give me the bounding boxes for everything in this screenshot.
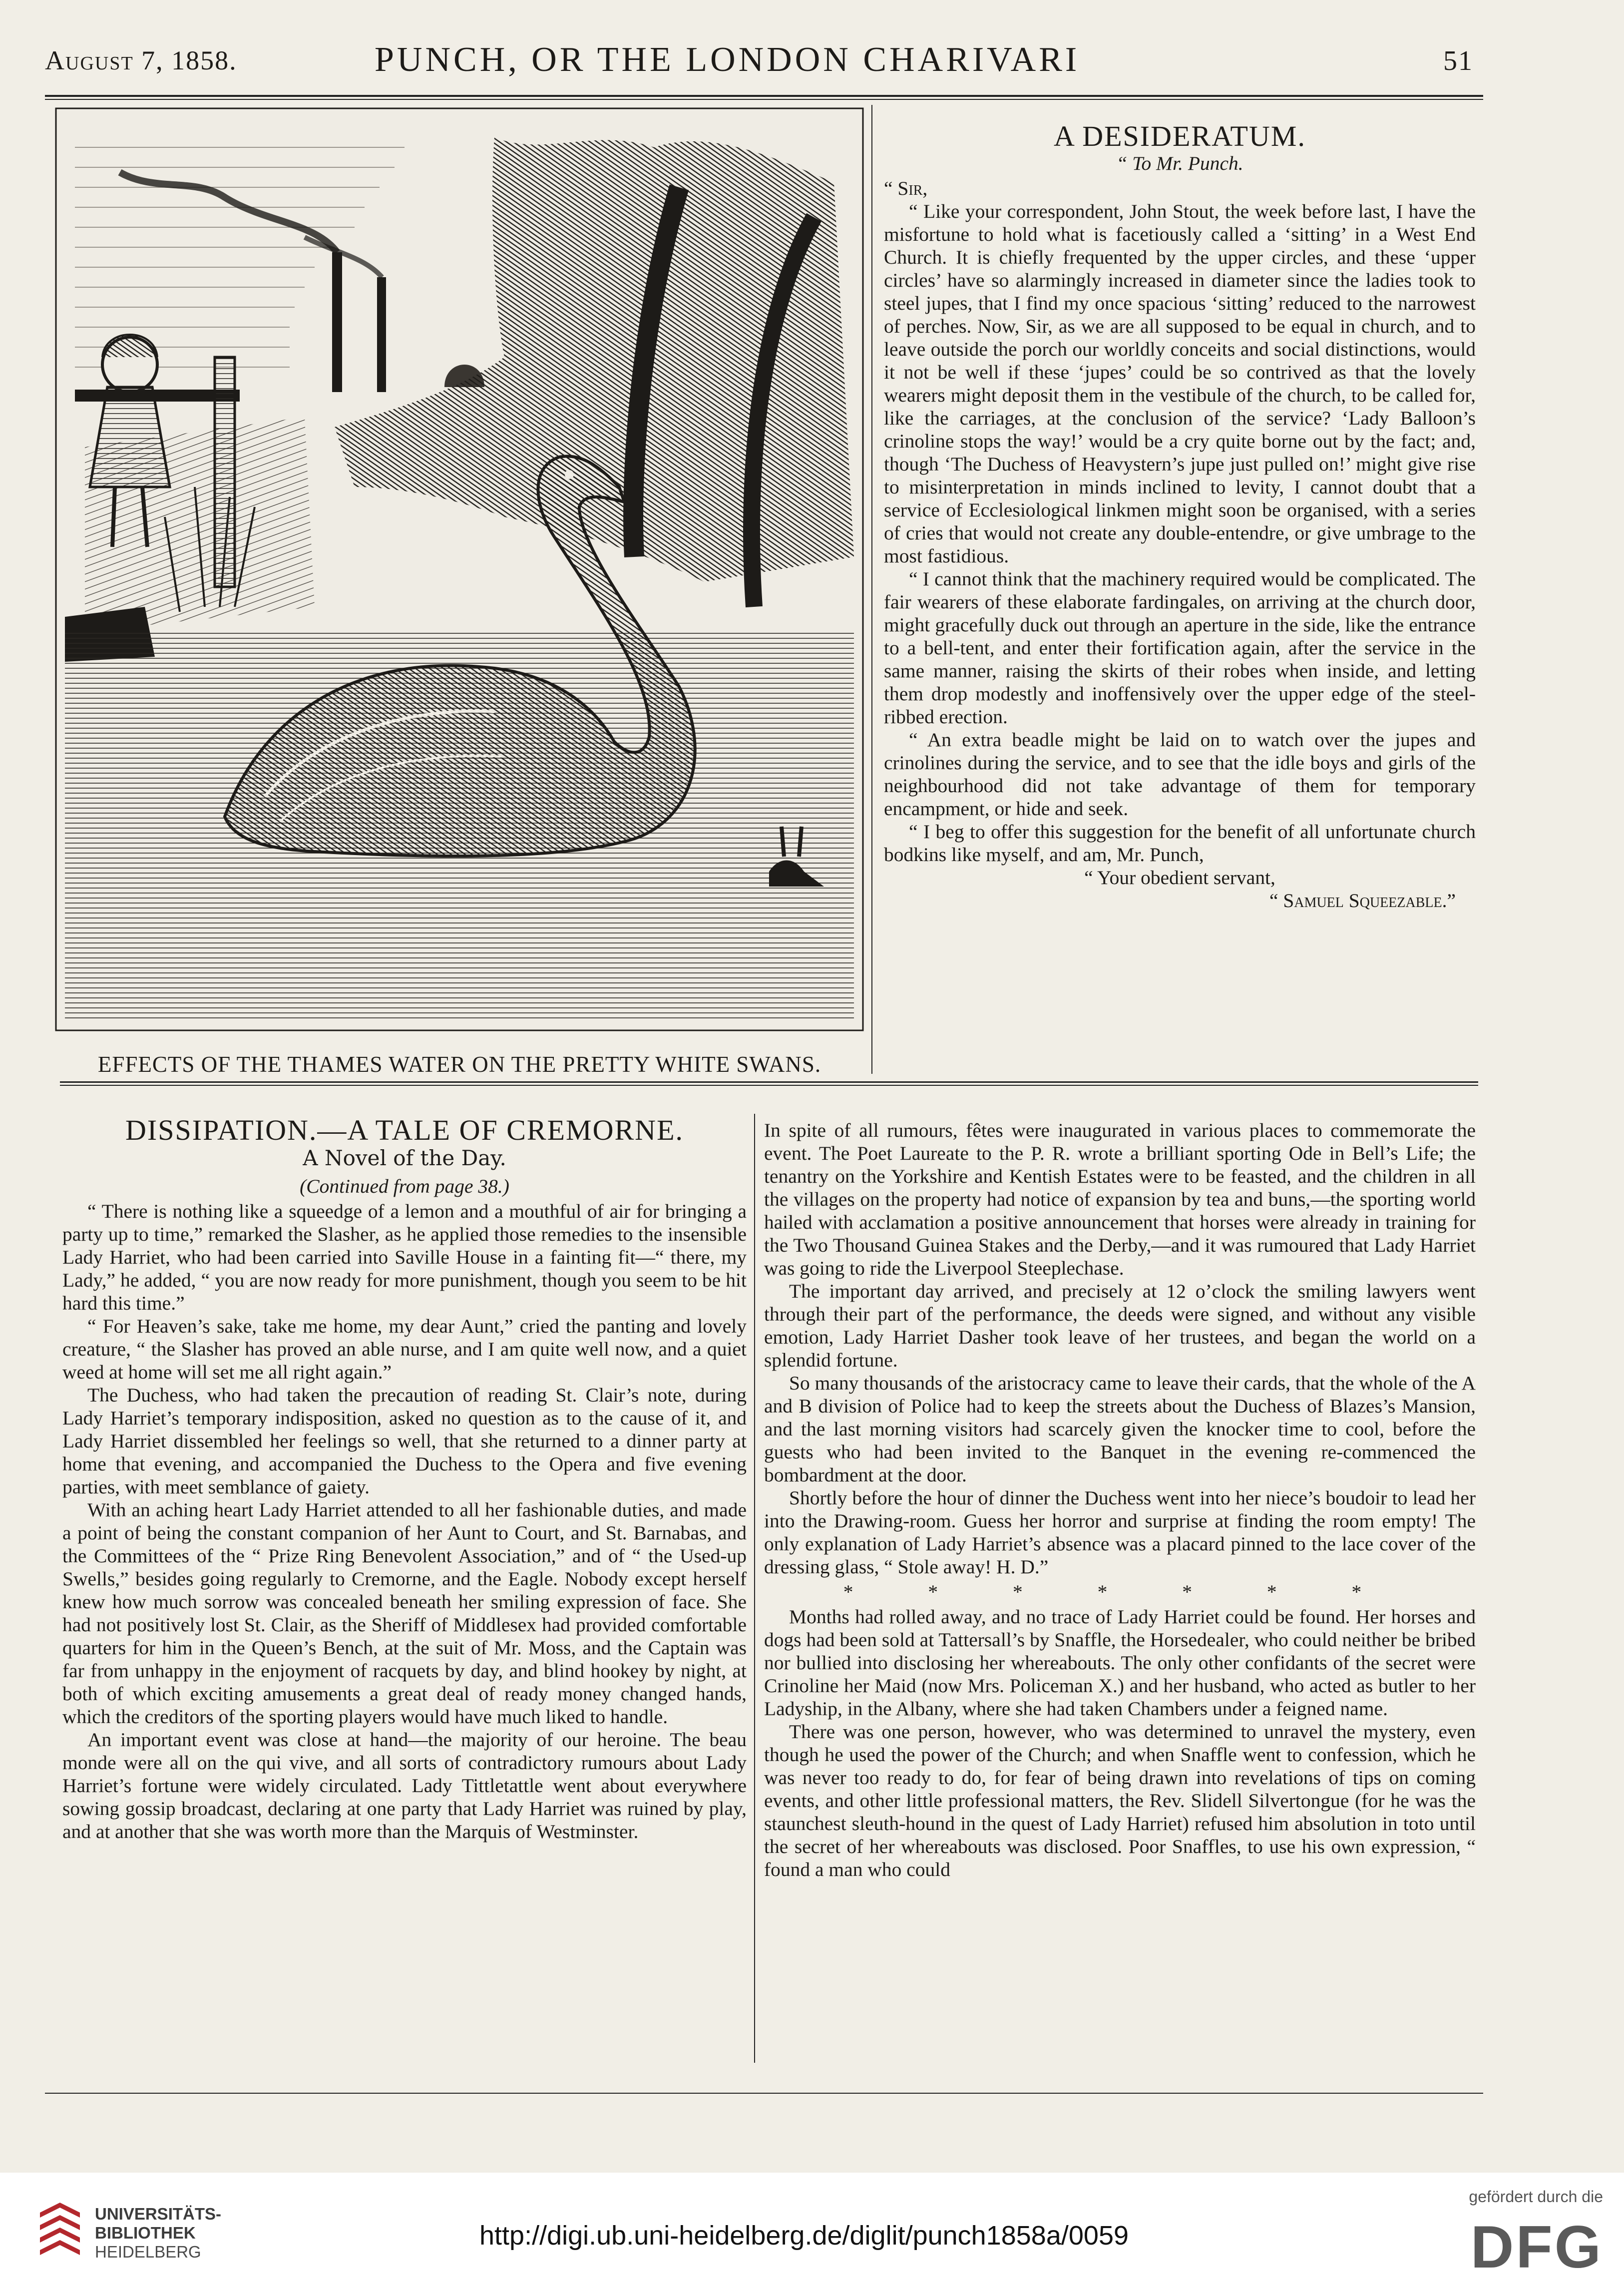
desideratum-paragraph: “ I beg to offer this suggestion for the benefit of all unfortunate church bodkins like myself, and am, Mr. Punch, <box>884 821 1476 866</box>
section-stars: * * * * * * * <box>843 1581 1397 1603</box>
dissipation-paragraph: Shortly before the hour of dinner the Duchess went into her niece’s boudoir to lead her into the Drawing-room. Guess her horror and surprise at finding the room empty! The only explanation of Lady Harriet’s absence was a placard pinned to the lace cover of the dressing glass, “ Stole away! H. D.” <box>764 1487 1476 1578</box>
dissipation-paragraph: Months had rolled away, and no trace of Lady Harriet could be found. Her horses and dogs had been sold at Tattersall’s by Snaffle, the Horsedealer, who could neither be bribed nor bullied into disclosing her whereabouts. The only other confidants of the secret were Crinoline her Maid (now Mrs. Policeman X.) and her husband, who acted as butler to her Ladyship, in the Albany, where she had taken Chambers under a feigned name. <box>764 1606 1476 1720</box>
desideratum-paragraph: “ Like your correspondent, John Stout, the week before last, I have the misfortune to hold what is facetiously called a ‘sitting’ in a West End Church. It is chiefly frequented by the upper circles, and these ‘upper circles’ have so alarmingly increased in diameter since the ladies took to steel jupes, that I find my once spacious ‘sitting’ reduced to the narrowest of perches. Now, Sir, as we are all supposed to be equal in church, and to leave outside the porch our worldly conceits and social distinctions, would it not be well if these ‘jupes’ could be so contrived as that the lovely wearers might deposit them in the vestibule of the church, to be called for, like the carriages, at the conclusion of the service? ‘Lady Balloon’s crinoline stops the way!’ would be a cry quite borne out by the fact; and, though ‘The Duchess of Heavystern’s jupe just pulled on!’ might give rise to misinterpretation in minds inclined to levity, I cannot doubt that a service of Ecclesiological linkmen might soon be organised, with a series of cries that would not create any double-entendre, or give umbrage to the most fastidious. <box>884 200 1476 567</box>
page-number: 51 <box>1443 45 1473 76</box>
dfg-logo[interactable] <box>1433 2188 1603 2281</box>
footer-bar <box>0 2173 1624 2290</box>
funder-note: gefördert durch die <box>1469 2188 1603 2206</box>
dissipation-paragraph: The Duchess, who had taken the precaution of reading St. Clair’s note, during Lady Harriet’s temporary indisposition, asked no question as to the cause of it, and Lady Harriet dissembled her feelings so well, that she returned to a dinner party at home that evening, and accompanied the Duchess to the Opera and five evening parties, with meet semblance of gaiety. <box>62 1384 747 1498</box>
swan-illustration <box>55 107 864 1031</box>
dissipation-title: DISSIPATION.—A TALE OF CREMORNE. <box>125 1114 684 1146</box>
dissipation-paragraph: “ For Heaven’s sake, take me home, my dear Aunt,” cried the panting and lovely creature, “ the Slasher has proved an able nurse, and I am quite well now, and a quiet weed at home will set me all right again.” <box>62 1315 747 1383</box>
dissipation-continued: (Continued from page 38.) <box>300 1175 509 1197</box>
desideratum-paragraph: “ An extra beadle might be laid on to watch over the jupes and crinolines during the service, and to see that the idle boys and girls of the neighbourhood did not take advantage of them for temporary encampment, or hide and seek. <box>884 729 1476 820</box>
dissipation-subtitle: A Novel of the Day. <box>303 1146 506 1170</box>
column-rule-bottom <box>754 1114 755 2063</box>
dissipation-paragraph: So many thousands of the aristocracy came to leave their cards, that the whole of the A and B division of Police had to keep the streets about the Duchess of Blazes’s Mansion, and the last morning visitors had scarcely given the knocker time to cool, before the guests who had been invited to the Banquet in the evening re-commenced the bombardment at the door. <box>764 1372 1476 1486</box>
library-line: UNIVERSITÄTS- <box>95 2205 222 2223</box>
library-name <box>95 2205 221 2262</box>
desideratum-title: A DESIDERATUM. <box>1054 120 1306 152</box>
library-logo-icon <box>35 2203 85 2258</box>
dissipation-paragraph: There was one person, however, who was determined to unravel the mystery, even though he used the power of the Church; and when Snaffle went to confession, which he was never too ready to do, for fear of being drawn into revelations of tips on coming events, and other little professional matters, the Rev. Slidell Silvertongue (for he was the staunchest sleuth-hound in the quest of Lady Harriet) refused him absolution in toto until the secret of her whereabouts was disclosed. Poor Snaffles, to use his own expression, “ found a man who could <box>764 1721 1476 1880</box>
section-rule <box>60 1081 1478 1083</box>
section-rule-thin <box>60 1085 1478 1086</box>
header-rule <box>45 95 1483 97</box>
university-library-logo[interactable] <box>35 2198 235 2268</box>
dissipation-left-column <box>62 1114 747 1843</box>
dissipation-paragraph: “ There is nothing like a squeedge of a lemon and a mouthful of air for bringing a party up to time,” remarked the Slasher, as he applied those remedies to the insensible Lady Harriet, who had been carried into Saville House in a fainting fit—“ there, my Lady,” he added, “ you are now ready for more punishment, though you seem to be hit hard this time.” <box>62 1200 747 1314</box>
desideratum-article <box>884 120 1476 912</box>
funder-name: DFG <box>1470 2214 1603 2281</box>
illustration-caption: EFFECTS OF THE THAMES WATER ON THE PRETTY WHITE SWANS. <box>97 1052 821 1077</box>
library-line: HEIDELBERG <box>95 2243 201 2261</box>
desideratum-signature: “ Samuel Squeezable.” <box>1269 890 1456 912</box>
header-rule-thin <box>45 99 1483 100</box>
desideratum-salutation: “ Sir, <box>884 177 928 199</box>
desideratum-paragraph: “ I cannot think that the machinery required would be complicated. The fair wearers of these elaborate fardingales, on arriving at the church door, might gracefully duck out through an aperture in the side, like the entrance to a bell-tent, and enter their fortification again, after the service in the same manner, raising the skirts of their robes when inside, and letting them drop modestly and inoffensively over the upper edge of the steel-ribbed erection. <box>884 568 1476 728</box>
dissipation-paragraph: The important day arrived, and precisely at 12 o’clock the smiling lawyers went through their part of the performance, the deeds were signed, and without any visible emotion, Lady Harriet Dasher took leave of her trustees, and began the world on a splendid fortune. <box>764 1280 1476 1371</box>
desideratum-closing: “ Your obedient servant, <box>1084 867 1275 889</box>
column-rule-top <box>871 105 872 1074</box>
header-title: PUNCH, OR THE LONDON CHARIVARI <box>375 40 1080 79</box>
dissipation-paragraph: An important event was close at hand—the majority of our heroine. The beau monde were all on the qui vive, and all sorts of contradictory rumours about Lady Harriet’s fortune were widely circulated. Lady Tittletattle went about everywhere sowing gossip broadcast, declaring at one party that Lady Harriet was ruined by play, and at another that she was worth more than the Marquis of Westminster. <box>62 1729 747 1842</box>
desideratum-to: “ To Mr. Punch. <box>1116 152 1243 174</box>
source-url-link[interactable]: http://digi.ub.uni-heidelberg.de/diglit/punch1858a/0059 <box>479 2221 1129 2251</box>
library-line: BIBLIOTHEK <box>95 2224 196 2242</box>
dissipation-paragraph: In spite of all rumours, fêtes were inaugurated in various places to commemorate the event. The Poet Laureate to the P. R. wrote a brilliant sporting Ode in Bell’s Life; the tenantry on the Yorkshire and Kentish Estates were to be feasted, and the children in all the villages on the property had notice of expansion by tea and buns,—the sporting world hailed with acclamation a positive announcement that horses were already in training for the Two Thousand Guinea Stakes and the Derby,—and it was rumoured that Lady Harriet was going to ride the Liverpool Steeplechase. <box>764 1119 1476 1279</box>
page-bottom-rule <box>45 2093 1483 2094</box>
page-header <box>45 40 1473 90</box>
dissipation-right-column <box>764 1119 1476 1881</box>
dissipation-paragraph: With an aching heart Lady Harriet attended to all her fashionable duties, and made a point of being the constant companion of her Aunt to Court, and St. Barnabas, and the Committees of the “ Prize Ring Benevolent Association,” and of “ the Used-up Swells,” besides going regularly to Cremorne, and the Eagle. Nobody except herself knew how much sorrow was concealed beneath her smiling expression of face. She had not positively lost St. Clair, as the Sheriff of Middlesex had provided comfortable quarters for him in the Queen’s Bench, at the suit of Mr. Moss, and the Captain was far from unhappy in the enjoyment of racquets by day, and blind hookey by night, at both of which exciting amusements a great deal of ready money changed hands, which the creditors of the sporting players would have much liked to handle. <box>62 1499 747 1728</box>
header-date: August 7, 1858. <box>45 45 237 75</box>
